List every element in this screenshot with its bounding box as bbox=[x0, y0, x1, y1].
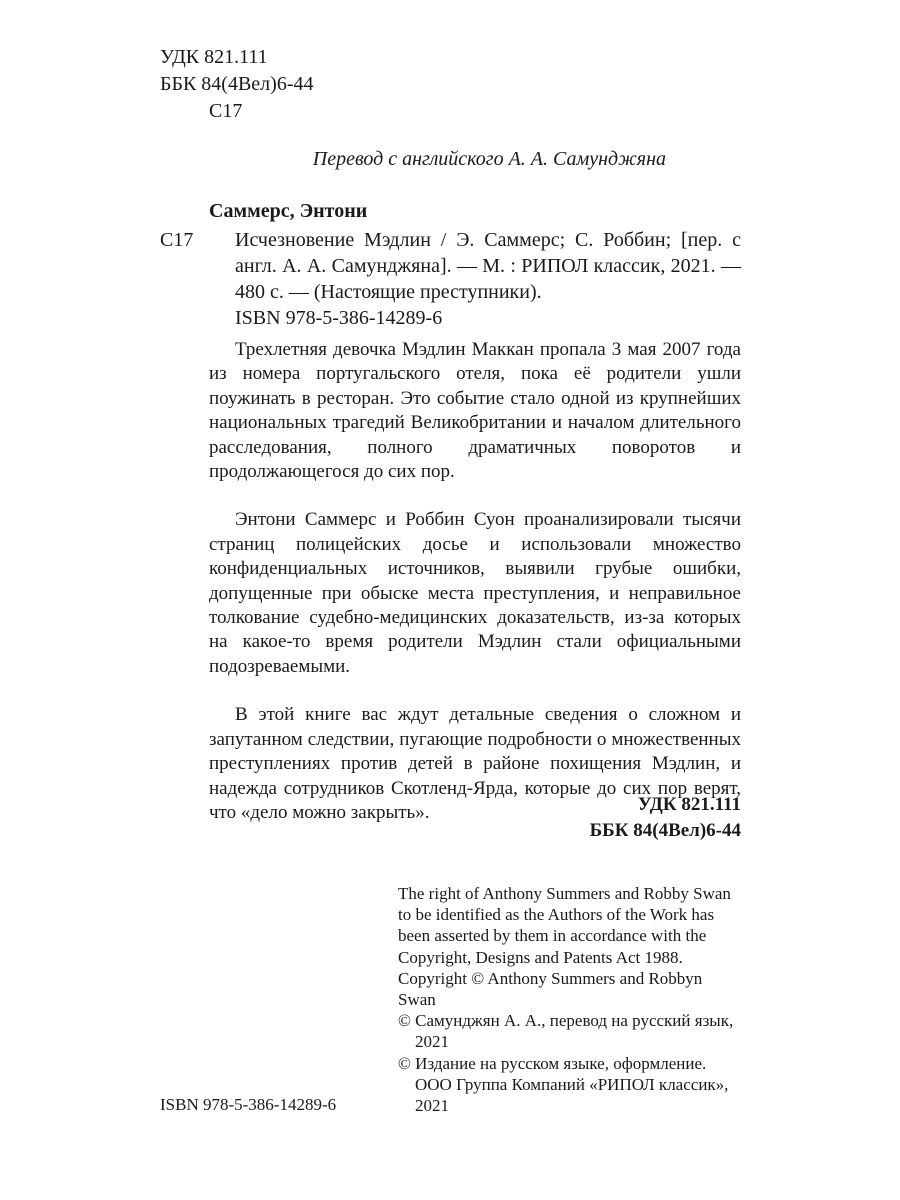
translator-note: Перевод с английского А. А. Самунджяна bbox=[312, 148, 666, 170]
udk-code: УДК 821.111 bbox=[160, 46, 268, 68]
author-sign-code: С17 bbox=[209, 100, 243, 122]
author-heading: Саммерс, Энтони bbox=[209, 200, 368, 222]
copyright-translation: © Самунджян А. А., перевод на русский язык, 2021 bbox=[398, 1011, 734, 1052]
isbn-main: ISBN 978-5-386-14289-6 bbox=[235, 307, 443, 329]
copyright-block bbox=[398, 883, 743, 1116]
bold-bbk-code: ББК 84(4Вел)6-44 bbox=[589, 820, 741, 841]
bibliographic-text: Исчезновение Мэдлин / Э. Саммерс; С. Роббин; [пер. с англ. А. А. Самунджяна]. — М. : РИПОЛ классик, 2021. — 480 с. — (Настоящие преступники). bbox=[235, 229, 741, 303]
annotation-paragraph-1: Трехлетняя девочка Мэдлин Маккан пропала 3 мая 2007 года из номера португальского отеля, пока её родители ушли поужинать в ресторан. Это событие стало одной из крупнейших национальных трагедий Великобритании и началом длительного расследования, полного драматичных поворотов и продолжающегося до сих пор. bbox=[209, 339, 741, 483]
classification-codes bbox=[160, 44, 314, 125]
bold-classification-codes bbox=[209, 792, 741, 844]
annotation-paragraph-3: В этой книге вас ждут детальные сведения о сложном и запутанном следствии, пугающие подробности о множественных преступлениях против детей в районе похищения Мэдлин, и надежда сотрудников Скотленд-Ярда, которые до сих пор верят, что «дело можно закрыть». bbox=[209, 704, 741, 823]
copyright-edition: © Издание на русском языке, оформление. ООО Группа Компаний «РИПОЛ классик», 2021 bbox=[398, 1053, 729, 1116]
author-sign-left: С17 bbox=[160, 229, 194, 251]
annotation bbox=[209, 338, 741, 849]
bibliographic-description bbox=[209, 227, 741, 305]
isbn-bottom: ISBN 978-5-386-14289-6 bbox=[160, 1095, 337, 1114]
copyright-english: Copyright © Anthony Summers and Robbyn Swan bbox=[398, 968, 703, 1010]
annotation-paragraph-2: Энтони Саммерс и Роббин Суон проанализировали тысячи страниц полицейских досье и использовали множество конфиденциальных источников, выявили грубые ошибки, допущенные при обыске места преступления, и неправильное толкование судебно-медицинских доказательств, из-за которых на какое-то время родители Мэдлин стали официальными подозреваемыми. bbox=[209, 509, 741, 677]
bbk-code: ББК 84(4Вел)6-44 bbox=[160, 73, 314, 95]
bold-udk-code: УДК 821.111 bbox=[637, 794, 741, 815]
rights-statement: The right of Anthony Summers and Robby Swan to be identified as the Authors of the Work has been asserted by them in accordance with the Copyright, Designs and Patents Act 1988. bbox=[398, 884, 731, 967]
